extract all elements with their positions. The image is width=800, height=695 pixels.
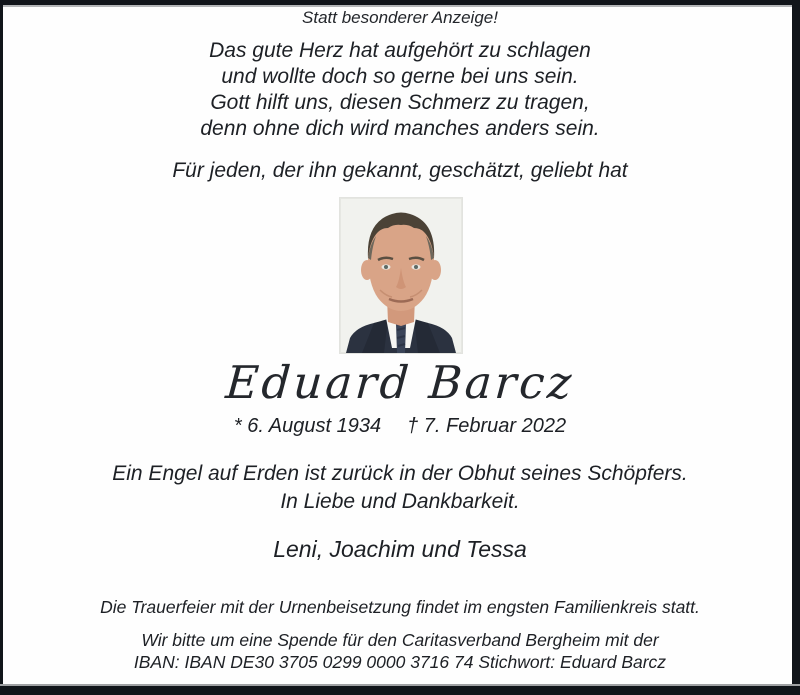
death-date: † 7. Februar 2022 — [407, 415, 567, 437]
funeral-note: Die Trauerfeier mit der Urnenbeisetzung findet im engsten Familienkreis statt. — [100, 597, 700, 617]
portrait-photo — [340, 198, 462, 353]
tribute-text: Für jeden, der ihn gekannt, geschätzt, geliebt hat — [172, 159, 628, 182]
donation-note: Wir bitte um eine Spende für den Caritasverband Bergheim mit der — [141, 630, 659, 650]
farewell-line: In Liebe und Dankbarkeit. — [280, 490, 520, 513]
portrait-illustration — [340, 198, 462, 353]
family-names: Leni, Joachim und Tessa — [273, 536, 527, 562]
iban-line: IBAN: IBAN DE30 3705 0299 0000 3716 74 Stichwort: Eduard Barcz — [133, 652, 667, 672]
life-dates — [0, 414, 800, 438]
farewell-block — [0, 460, 800, 516]
deceased-name: Eduard Barcz — [223, 356, 577, 409]
poem-line: Gott hilft uns, diesen Schmerz zu tragen, — [210, 91, 590, 114]
farewell-line: Ein Engel auf Erden ist zurück in der Obhut seines Schöpfers. — [112, 462, 688, 485]
poem-line: und wollte doch so gerne bei uns sein. — [221, 65, 579, 88]
birth-date: * 6. August 1934 — [233, 415, 382, 437]
poem-block — [0, 38, 800, 142]
poem-line: Das gute Herz hat aufgehört zu schlagen — [209, 39, 591, 62]
scan-edge-top-shadow — [0, 5, 800, 7]
preamble-text: Statt besonderer Anzeige! — [302, 8, 498, 27]
poem-line: denn ohne dich wird manches anders sein. — [200, 117, 600, 140]
scan-edge-bottom — [0, 686, 800, 695]
